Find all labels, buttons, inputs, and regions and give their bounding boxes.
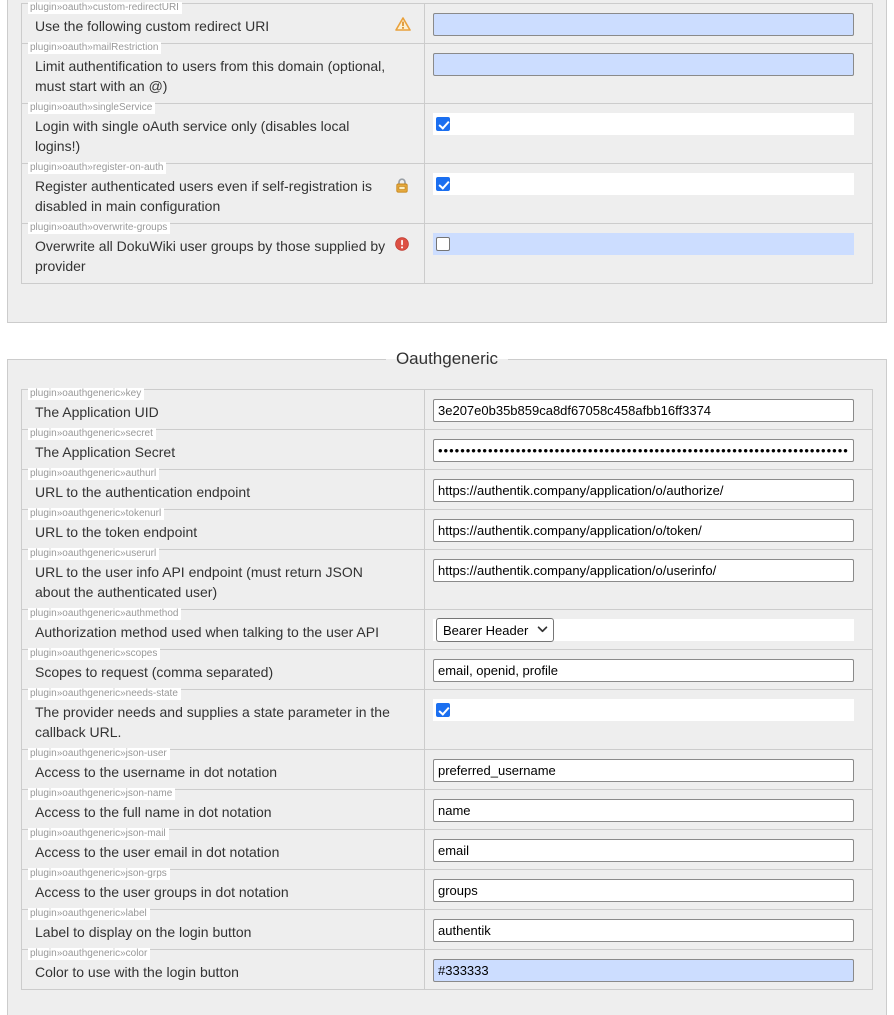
setting-key: plugin»oauthgeneric»key <box>28 388 144 400</box>
setting-label: Login with single oAuth service only (disables local logins!) <box>35 118 350 154</box>
setting-value-cell <box>424 470 872 509</box>
setting-key: plugin»oauthgeneric»json-user <box>28 748 170 760</box>
setting-value-cell <box>424 830 872 869</box>
color-input[interactable] <box>433 959 854 982</box>
singleService-checkbox-strip <box>433 113 854 135</box>
overwrite-groups-checkbox-strip <box>433 233 854 255</box>
setting-row-json-name <box>22 790 872 830</box>
setting-label-cell <box>22 510 424 549</box>
mailRestriction-input[interactable] <box>433 53 854 76</box>
setting-value-cell <box>424 550 872 609</box>
setting-key: plugin»oauthgeneric»scopes <box>28 648 160 660</box>
lock-icon <box>395 177 411 193</box>
setting-label-cell <box>22 390 424 429</box>
error-icon <box>395 237 411 253</box>
setting-label: Overwrite all DokuWiki user groups by those supplied by provider <box>35 238 386 274</box>
setting-label: The Application UID <box>35 404 159 420</box>
setting-label-cell <box>22 650 424 689</box>
setting-key: plugin»oauthgeneric»tokenurl <box>28 508 164 520</box>
setting-label-cell <box>22 550 424 609</box>
authmethod-select-wrap <box>436 618 554 642</box>
setting-key: plugin»oauthgeneric»secret <box>28 428 156 440</box>
overwrite-groups-checkbox[interactable] <box>436 237 450 251</box>
setting-row-secret <box>22 430 872 470</box>
setting-key: plugin»oauthgeneric»label <box>28 908 150 920</box>
json-mail-input[interactable] <box>433 839 854 862</box>
setting-key: plugin»oauth»singleService <box>28 102 155 114</box>
setting-key: plugin»oauth»overwrite-groups <box>28 222 170 234</box>
register-on-auth-checkbox-strip <box>433 173 854 195</box>
custom-redirectURI-input[interactable] <box>433 13 854 36</box>
setting-label: Access to the user groups in dot notation <box>35 884 289 900</box>
setting-value-cell <box>424 44 872 103</box>
config-section <box>7 0 887 323</box>
key-input[interactable] <box>433 399 854 422</box>
setting-value-cell <box>424 790 872 829</box>
setting-label-cell <box>22 430 424 469</box>
setting-label: URL to the token endpoint <box>35 524 198 540</box>
setting-label-cell <box>22 610 424 649</box>
setting-label-cell <box>22 870 424 909</box>
setting-label: Access to the username in dot notation <box>35 764 278 780</box>
setting-value-cell <box>424 610 872 649</box>
setting-value-cell <box>424 164 872 223</box>
authmethod-select[interactable] <box>436 618 554 642</box>
setting-label-cell <box>22 830 424 869</box>
setting-label: Scopes to request (comma separated) <box>35 664 274 680</box>
setting-label-cell <box>22 164 424 223</box>
setting-label-cell <box>22 790 424 829</box>
setting-key: plugin»oauth»mailRestriction <box>28 42 161 54</box>
setting-key: plugin»oauthgeneric»color <box>28 948 150 960</box>
setting-row-authurl <box>22 470 872 510</box>
setting-value-cell <box>424 4 872 43</box>
tokenurl-input[interactable] <box>433 519 854 542</box>
setting-label: URL to the authentication endpoint <box>35 484 251 500</box>
setting-label-cell <box>22 470 424 509</box>
setting-label-cell <box>22 224 424 283</box>
setting-key: plugin»oauthgeneric»json-grps <box>28 868 170 880</box>
warning-icon <box>395 17 411 33</box>
setting-row-register-on-auth <box>22 164 872 224</box>
authurl-input[interactable] <box>433 479 854 502</box>
setting-value-cell <box>424 910 872 949</box>
setting-value-cell <box>424 510 872 549</box>
secret-input[interactable] <box>433 439 854 462</box>
setting-key: plugin»oauth»register-on-auth <box>28 162 166 174</box>
setting-label: Register authenticated users even if self-registration is disabled in main configuration <box>35 178 372 214</box>
needs-state-checkbox-strip <box>433 699 854 721</box>
setting-row-scopes <box>22 650 872 690</box>
setting-label: The provider needs and supplies a state parameter in the callback URL. <box>35 704 390 740</box>
setting-row-singleService <box>22 104 872 164</box>
setting-value-cell <box>424 950 872 989</box>
config-section <box>7 349 887 1015</box>
label-input[interactable] <box>433 919 854 942</box>
setting-value-cell <box>424 104 872 163</box>
setting-label-cell <box>22 750 424 789</box>
setting-row-authmethod <box>22 610 872 650</box>
setting-label: Label to display on the login button <box>35 924 252 940</box>
setting-label: Limit authentification to users from this domain (optional, must start with an @) <box>35 58 386 94</box>
setting-label: Access to the full name in dot notation <box>35 804 272 820</box>
setting-value-cell <box>424 390 872 429</box>
setting-value-cell <box>424 650 872 689</box>
setting-row-overwrite-groups <box>22 224 872 283</box>
setting-key: plugin»oauthgeneric»authurl <box>28 468 159 480</box>
setting-row-json-mail <box>22 830 872 870</box>
setting-key: plugin»oauth»custom-redirectURI <box>28 2 182 14</box>
userurl-input[interactable] <box>433 559 854 582</box>
register-on-auth-checkbox[interactable] <box>436 177 450 191</box>
setting-row-color <box>22 950 872 989</box>
settings-table <box>21 389 873 990</box>
setting-key: plugin»oauthgeneric»needs-state <box>28 688 181 700</box>
setting-row-key <box>22 390 872 430</box>
section-legend: Oauthgeneric <box>395 349 499 368</box>
setting-key: plugin»oauthgeneric»userurl <box>28 548 159 560</box>
setting-label: URL to the user info API endpoint (must return JSON about the authenticated user) <box>35 564 363 600</box>
setting-row-json-user <box>22 750 872 790</box>
setting-label-cell <box>22 44 424 103</box>
setting-key: plugin»oauthgeneric»json-name <box>28 788 175 800</box>
json-name-input[interactable] <box>433 799 854 822</box>
setting-value-cell <box>424 750 872 789</box>
json-grps-input[interactable] <box>433 879 854 902</box>
setting-value-cell <box>424 870 872 909</box>
setting-row-mailRestriction <box>22 44 872 104</box>
setting-key: plugin»oauthgeneric»authmethod <box>28 608 181 620</box>
settings-table <box>21 3 873 284</box>
needs-state-checkbox[interactable] <box>436 703 450 717</box>
setting-row-label <box>22 910 872 950</box>
authmethod-select-strip <box>433 619 854 641</box>
setting-label: Access to the user email in dot notation <box>35 844 280 860</box>
setting-label-cell <box>22 690 424 749</box>
json-user-input[interactable] <box>433 759 854 782</box>
setting-value-cell <box>424 224 872 283</box>
setting-row-userurl <box>22 550 872 610</box>
setting-label-cell <box>22 4 424 43</box>
setting-label: The Application Secret <box>35 444 176 460</box>
setting-row-tokenurl <box>22 510 872 550</box>
setting-row-json-grps <box>22 870 872 910</box>
singleService-checkbox[interactable] <box>436 117 450 131</box>
setting-value-cell <box>424 430 872 469</box>
setting-label-cell <box>22 950 424 989</box>
setting-key: plugin»oauthgeneric»json-mail <box>28 828 169 840</box>
setting-row-custom-redirectURI <box>22 4 872 44</box>
setting-value-cell <box>424 690 872 749</box>
setting-label: Color to use with the login button <box>35 964 239 980</box>
setting-label-cell <box>22 910 424 949</box>
scopes-input[interactable] <box>433 659 854 682</box>
setting-row-needs-state <box>22 690 872 750</box>
setting-label: Authorization method used when talking to the user API <box>35 624 379 640</box>
setting-label-cell <box>22 104 424 163</box>
setting-label: Use the following custom redirect URI <box>35 18 270 34</box>
